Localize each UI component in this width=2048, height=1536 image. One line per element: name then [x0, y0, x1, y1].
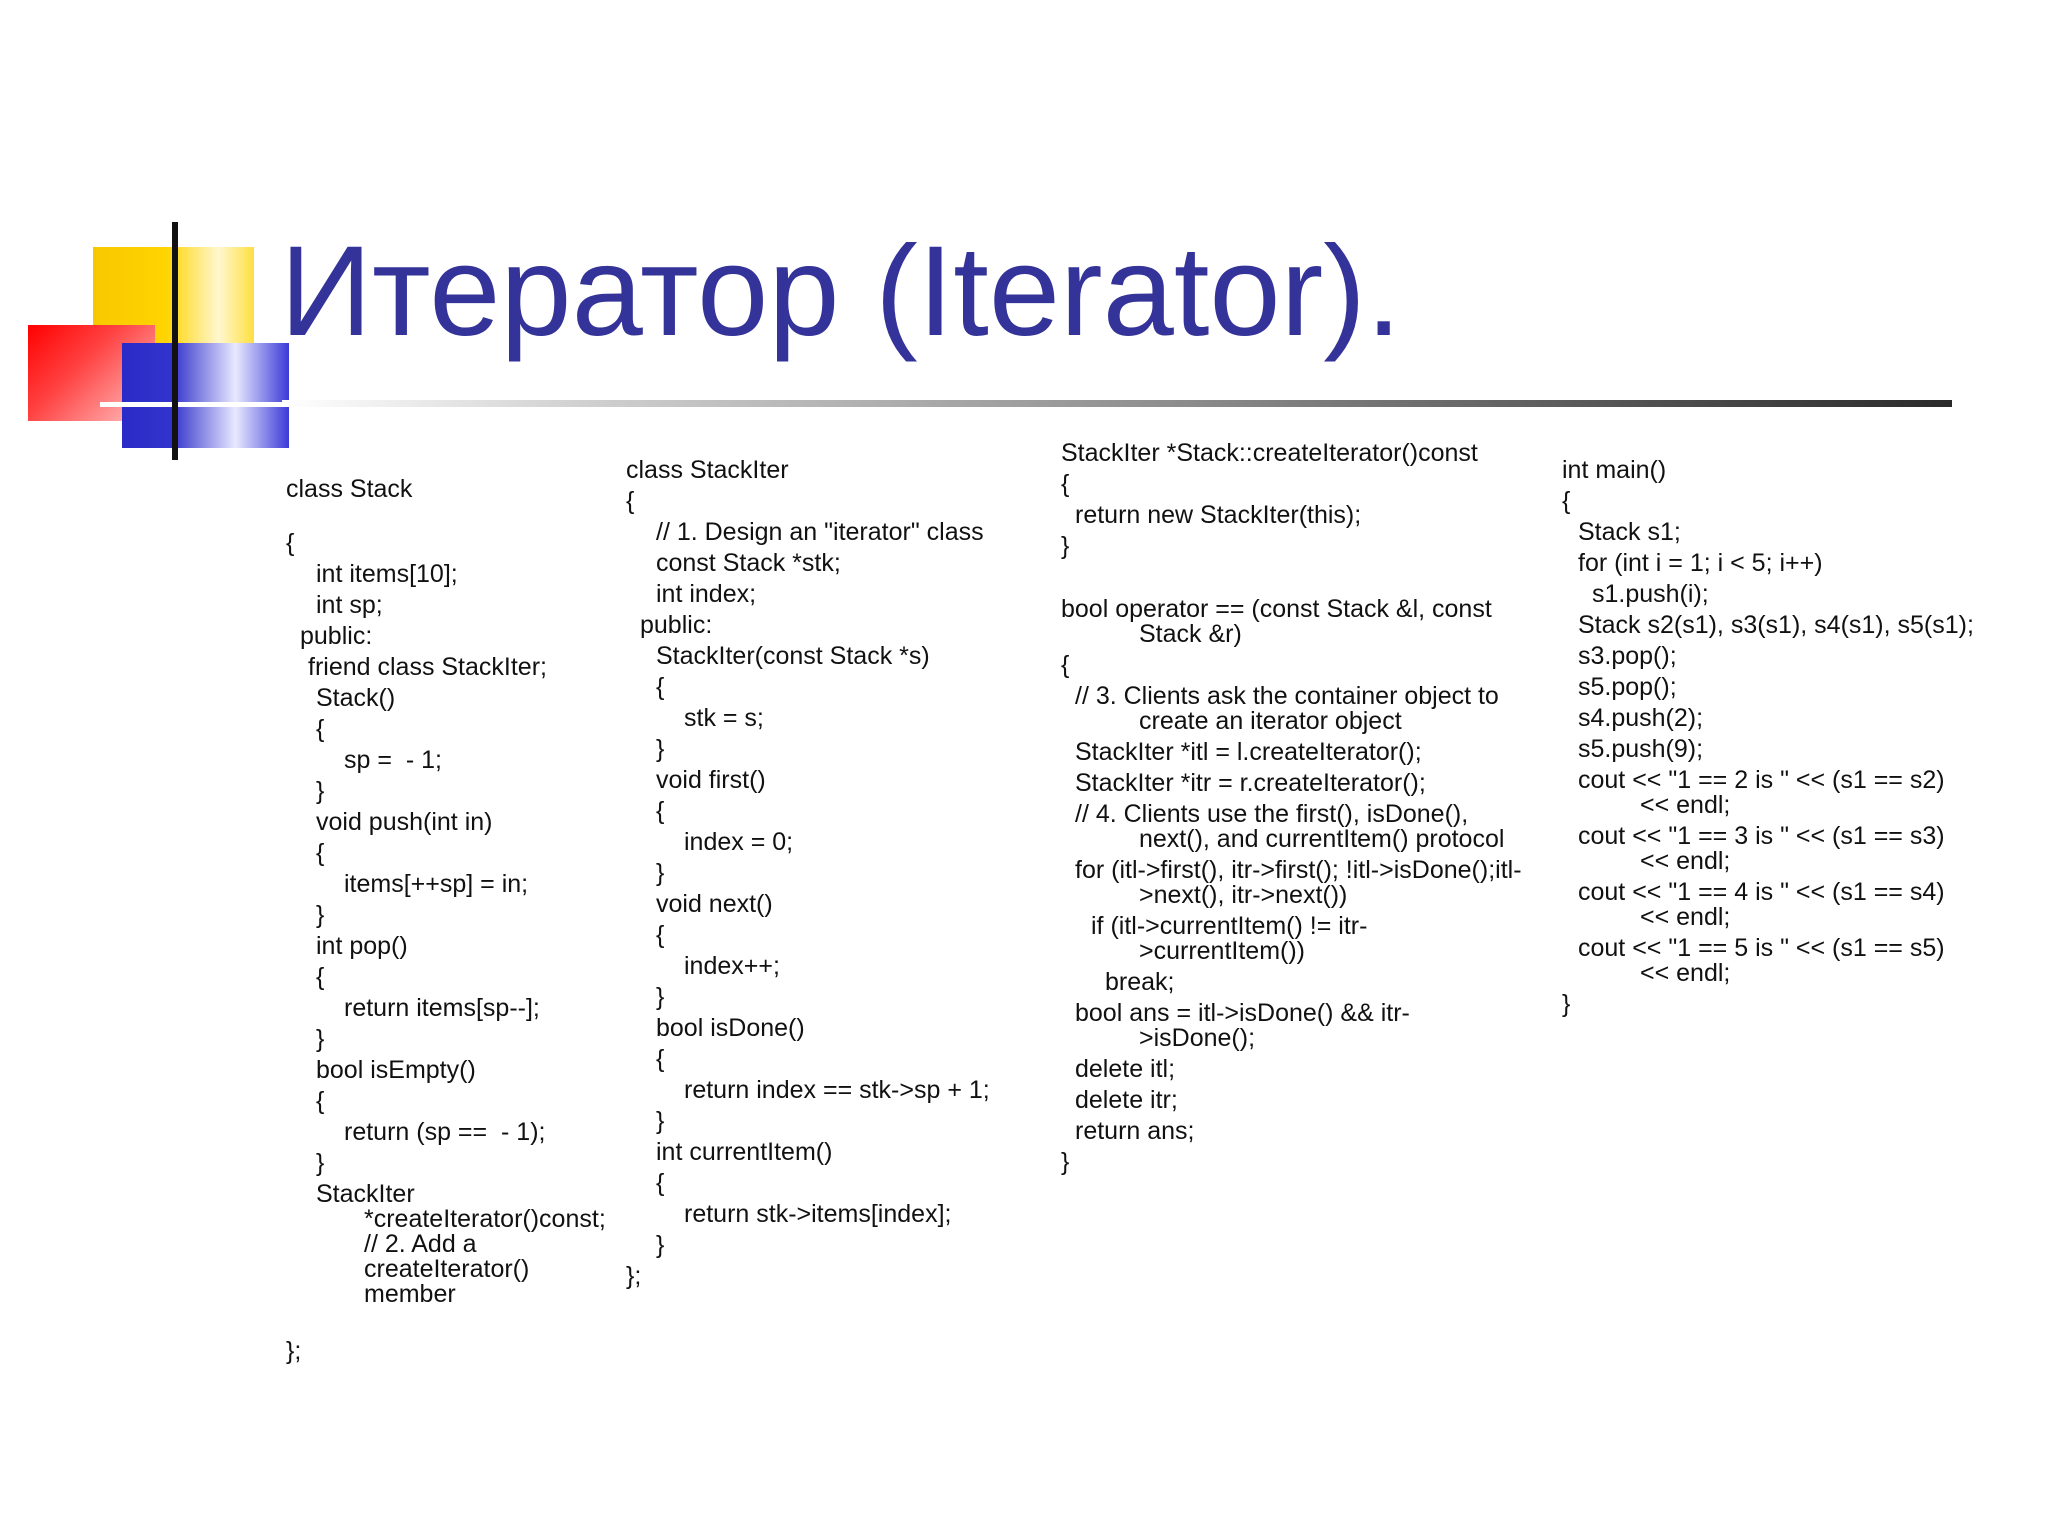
code-line: return new StackIter(this);: [1075, 501, 1362, 529]
code-line: return index == stk->sp + 1;: [684, 1076, 990, 1104]
code-line: s5.push(9);: [1578, 735, 1704, 763]
code-line: // 1. Design an "iterator" class: [656, 518, 984, 546]
code-line: bool isEmpty(): [316, 1056, 476, 1084]
title-underline: [282, 400, 1952, 407]
code-line: int main(): [1562, 456, 1667, 484]
code-line: }: [656, 1231, 665, 1259]
code-line: s5.pop();: [1578, 673, 1677, 701]
code-line: {: [1562, 487, 1571, 515]
code-line: s1.push(i);: [1592, 580, 1709, 608]
code-line: return items[sp--];: [344, 994, 540, 1022]
code-line: << endl;: [1640, 959, 1731, 987]
code-line: }: [656, 735, 665, 763]
code-line: StackIter *Stack::createIterator()const: [1061, 439, 1478, 467]
code-line: {: [316, 963, 325, 991]
code-line: >isDone();: [1139, 1024, 1256, 1052]
code-line: }: [656, 1107, 665, 1135]
code-line: const Stack *stk;: [656, 549, 841, 577]
code-line: create an iterator object: [1139, 707, 1402, 735]
code-line: bool isDone(): [656, 1014, 805, 1042]
code-line: bool operator == (const Stack &l, const: [1061, 595, 1492, 623]
code-line: for (int i = 1; i < 5; i++): [1578, 549, 1823, 577]
code-line: {: [1061, 651, 1070, 679]
code-line: }: [1061, 532, 1070, 560]
code-line: // 2. Add a: [364, 1230, 477, 1258]
code-line: }: [316, 1149, 325, 1177]
code-line: items[++sp] = in;: [344, 870, 529, 898]
code-line: {: [656, 1045, 665, 1073]
code-line: class Stack: [286, 475, 413, 503]
code-line: cout << "1 == 4 is " << (s1 == s4): [1578, 878, 1945, 906]
code-line: cout << "1 == 2 is " << (s1 == s2): [1578, 766, 1945, 794]
code-line: << endl;: [1640, 903, 1731, 931]
code-line: cout << "1 == 5 is " << (s1 == s5): [1578, 934, 1945, 962]
code-line: void first(): [656, 766, 766, 794]
code-line: Stack s1;: [1578, 518, 1681, 546]
code-line: // 3. Clients ask the container object to: [1075, 682, 1499, 710]
logo-divider: [100, 402, 290, 407]
code-line: if (itl->currentItem() != itr-: [1091, 912, 1368, 940]
code-line: bool ans = itl->isDone() && itr-: [1075, 999, 1410, 1027]
code-line: int currentItem(): [656, 1138, 833, 1166]
code-line: }: [316, 901, 325, 929]
code-line: {: [316, 715, 325, 743]
code-line: createIterator(): [364, 1255, 530, 1283]
code-line: }: [656, 859, 665, 887]
code-line: {: [656, 797, 665, 825]
code-line: return (sp == - 1);: [344, 1118, 546, 1146]
code-line: >next(), itr->next()): [1139, 881, 1348, 909]
code-line: for (itl->first(), itr->first(); !itl->isDone();itl-: [1075, 856, 1522, 884]
code-line: delete itr;: [1075, 1086, 1178, 1114]
code-line: }: [1061, 1148, 1070, 1176]
code-line: {: [626, 487, 635, 515]
code-line: StackIter *itl = l.createIterator();: [1075, 738, 1422, 766]
code-line: {: [1061, 470, 1070, 498]
code-line: index = 0;: [684, 828, 794, 856]
code-line: member: [364, 1280, 456, 1308]
code-line: >currentItem()): [1139, 937, 1306, 965]
code-line: Stack(): [316, 684, 396, 712]
code-line: s3.pop();: [1578, 642, 1677, 670]
code-line: return ans;: [1075, 1117, 1195, 1145]
code-line: return stk->items[index];: [684, 1200, 952, 1228]
code-line: }: [656, 983, 665, 1011]
code-line: friend class StackIter;: [308, 653, 547, 681]
code-line: void push(int in): [316, 808, 493, 836]
code-line: index++;: [684, 952, 780, 980]
code-line: delete itl;: [1075, 1055, 1176, 1083]
code-line: s4.push(2);: [1578, 704, 1704, 732]
code-line: stk = s;: [684, 704, 764, 732]
code-line: cout << "1 == 3 is " << (s1 == s3): [1578, 822, 1945, 850]
logo-vertical-bar: [172, 222, 178, 460]
code-line: *createIterator()const;: [364, 1205, 606, 1233]
slide-title: Итератор (Iterator).: [280, 220, 1402, 363]
code-line: sp = - 1;: [344, 746, 442, 774]
code-line: public:: [640, 611, 713, 639]
code-line: {: [656, 1169, 665, 1197]
code-line: << endl;: [1640, 791, 1731, 819]
code-line: << endl;: [1640, 847, 1731, 875]
code-line: StackIter *itr = r.createIterator();: [1075, 769, 1426, 797]
code-line: Stack &r): [1139, 620, 1242, 648]
code-line: class StackIter: [626, 456, 789, 484]
code-line: void next(): [656, 890, 773, 918]
code-line: public:: [300, 622, 373, 650]
code-line: int index;: [656, 580, 757, 608]
code-line: // 4. Clients use the first(), isDone(),: [1075, 800, 1469, 828]
code-line: Stack s2(s1), s3(s1), s4(s1), s5(s1);: [1578, 611, 1974, 639]
code-line: }: [1562, 990, 1571, 1018]
logo-blue-square: [122, 343, 289, 448]
code-line: int items[10];: [316, 560, 458, 588]
code-line: next(), and currentItem() protocol: [1139, 825, 1505, 853]
code-line: {: [286, 529, 295, 557]
code-line: };: [626, 1262, 642, 1290]
code-line: {: [316, 839, 325, 867]
code-line: int pop(): [316, 932, 408, 960]
code-line: {: [656, 921, 665, 949]
code-line: };: [286, 1337, 302, 1365]
code-line: StackIter(const Stack *s): [656, 642, 930, 670]
code-line: StackIter: [316, 1180, 415, 1208]
code-line: break;: [1105, 968, 1175, 996]
code-line: {: [316, 1087, 325, 1115]
code-line: }: [316, 1025, 325, 1053]
code-line: {: [656, 673, 665, 701]
code-line: int sp;: [316, 591, 383, 619]
code-line: }: [316, 777, 325, 805]
